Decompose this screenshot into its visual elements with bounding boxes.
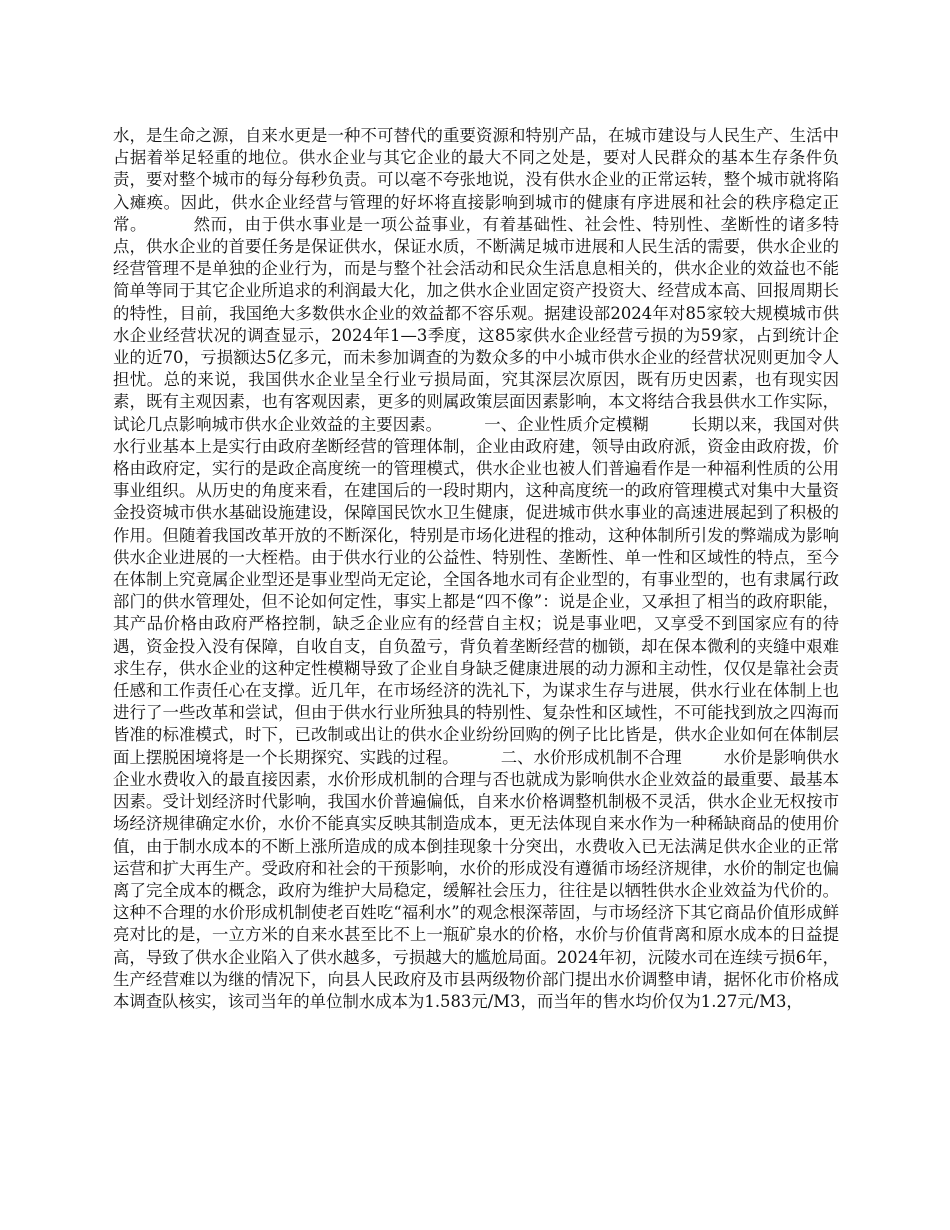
body-text: 水，是生命之源，自来水更是一种不可替代的重要资源和特别产品，在城市建设与人民生产、生活中占据着举足轻重的地位。供水企业与其它企业的最大不同之处是，要对人民群众的基本生存条件负责，要对整个城市的每分每秒负责。可以毫不夸张地说，没有供水企业的正常运转，整个城市就将陷入瘫痪。因此，供水企业经营与管理的好坏将直接影响到城市的健康有序进展和社会的秩序稳定正常。 然而，由于供水事业是一项公益事业，有着基础性、社会性、特别性、垄断性的诸多特点，供水企业的首要任务是保证供水，保证水质，不断满足城市进展和人民生活的需要，供水企业的经营管理不是单独的企业行为，而是与整个社会活动和民众生活息息相关的，供水企业的效益也不能简单等同于其它企业所追求的利润最大化，加之供水企业固定资产投资大、经营成本高、回报周期长的特性，目前，我国绝大多数供水企业的效益都不容乐观。据建设部2024年对85家较大规模城市供水企业经营状况的调查显示，2024年1—3季度，这85家供水企业经营亏损的为59家，占到统计企业的近70，亏损额达5亿多元，而未参加调查的为数众多的中小城市供水企业的经营状况则更加令人担忧。总的来说，我国供水企业呈全行业亏损局面，究其深层次原因，既有历史因素，也有现实因素，既有主观因素，也有客观因素，更多的则属政策层面因素影响，本文将结合我县供水工作实际，试论几点影响城市供水企业效益的主要因素。 一、企业性质介定模糊 长期以来，我国对供水行业基本上是实行由政府垄断经营的管理体制，企业由政府建，领导由政府派，资金由政府拨，价格由政府定，实行的是政企高度统一的管理模式，供水企业也被人们普遍看作是一种福利性质的公用事业组织。从历史的角度来看，在建国后的一段时期内，这种高度统一的政府管理模式对集中大量资金投资城市供水基础设施建设，保障国民饮水卫生健康，促进城市供水事业的高速进展起到了积极的作用。但随着我国改革开放的不断深化，特别是市场化进程的推动，这种体制所引发的弊端成为影响供水企业进展的一大桎梏。由于供水行业的公益性、特别性、垄断性、单一性和区域性的特点，至今在体制上究竟属企业型还是事业型尚无定论，全国各地水司有企业型的，有事业型的，也有隶属行政部门的供水管理处，但不论如何定性，事实上都是“四不像”：说是企业，又承担了相当的政府职能，其产品价格由政府严格控制，缺乏企业应有的经营自主权；说是事业吧，又享受不到国家应有的待遇，资金投入没有保障，自收自支，自负盈亏，背负着垄断经营的枷锁，却在保本微利的夹缝中艰难求生存，供水企业的这种定性模糊导致了企业自身缺乏健康进展的动力源和主动性，仅仅是靠社会责任感和工作责任心在支撑。近几年，在市场经济的洗礼下，为谋求生存与进展，供水行业在体制上也进行了一些改革和尝试，但由于供水行业所独具的特别性、复杂性和区域性，不可能找到放之四海而皆准的标准模式，时下，已改制或出让的供水企业纷纷回购的例子比比皆是，供水企业如何在体制层面上摆脱困境将是一个长期探究、实践的过程。 二、水价形成机制不合理 水价是影响供水企业水费收入的最直接因素，水价形成机制的合理与否也就成为影响供水企业效益的最重要、最基本因素。受计划经济时代影响，我国水价普遍偏低，自来水价格调整机制极不灵活，供水企业无权按市场经济规律确定水价，水价不能真实反映其制造成本，更无法体现自来水作为一种稀缺商品的使用价值，由于制水成本的不断上涨所造成的成本倒挂现象十分突出，水费收入已无法满足供水企业的正常运营和扩大再生产。受政府和社会的干预影响，水价的形成没有遵循市场经济规律，水价的制定也偏离了完全成本的概念，政府为维护大局稳定，缓解社会压力，往往是以牺牲供水企业效益为代价的。这种不合理的水价形成机制使老百姓吃“福利水”的观念根深蒂固，与市场经济下其它商品价值形成鲜亮对比的是，一立方米的自来水甚至比不上一瓶矿泉水的价格，水价与价值背离和原水成本的日益提高，导致了供水企业陷入了供水越多，亏损越大的尴尬局面。2024年初，沅陵水司在连续亏损6年，生产经营难以为继的情况下，向县人民政府及市县两级物价部门提出水价调整申请，据怀化市价格成本调查队核实，该司当年的单位制水成本为1.583元/M3，而当年的售水均价仅为1.27元/M3， — [113, 126, 839, 1011]
